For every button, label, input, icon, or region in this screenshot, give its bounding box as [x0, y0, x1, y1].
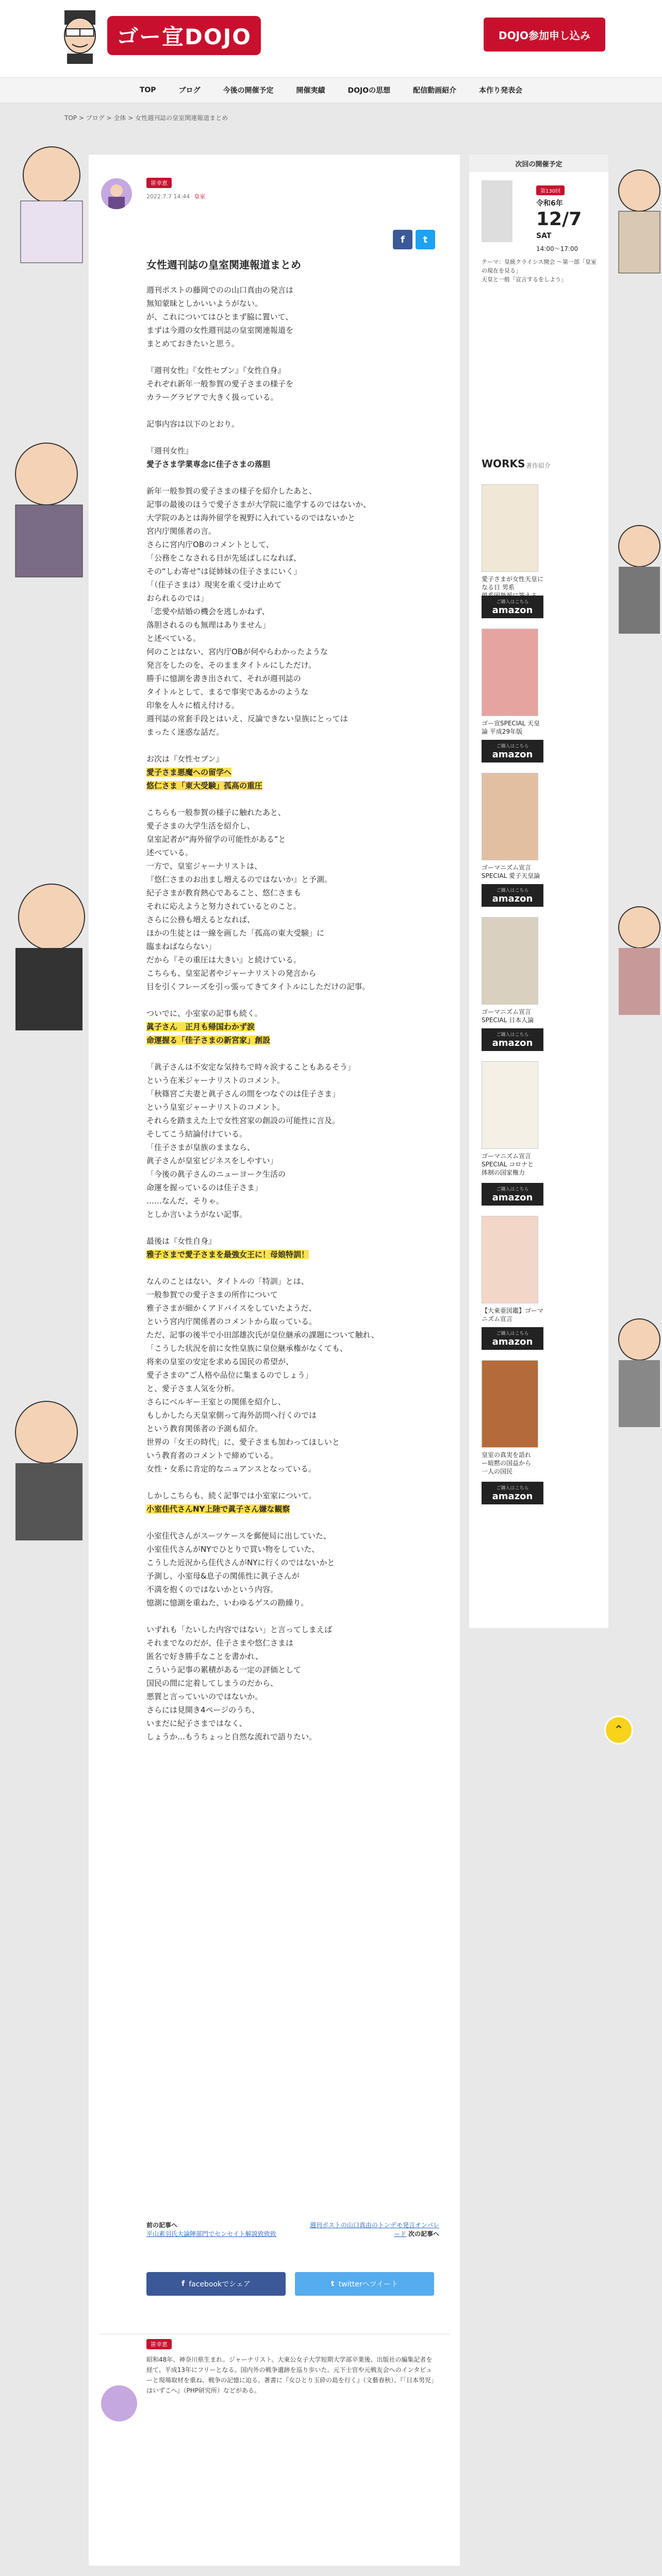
paragraph: いずれも「たいした内容ではない」と言ってしまえば それまでなのだが、佳子さまや悠仁さまは 匿名で好き勝手なことを書かれ、 こういう記事の累積がある一定の評価として 国民の間に定着してしまうのだから、 悪質と言っていいのではないか。 さらには見開き4ページのうち、 いまだに紀子さまではなく、 しょうか…もうちょっと自然な流れで語りたい。 [146, 1625, 333, 1741]
post-category[interactable]: 皇室 [194, 193, 206, 200]
sidebar [469, 155, 608, 1628]
site-logo[interactable] [57, 7, 261, 64]
amazon-sub: ご購入はこちら [496, 1187, 529, 1192]
book-title[interactable]: 【大東亜図鑑】ゴーマニズム宣言 [482, 1307, 544, 1323]
paragraph: こちらも一般参賀の様子に触れたあと、 愛子さまの大学生活を紹介し、 皇室記者が“海外留学の可能性がある”と 述べている。 一方で、皇室ジャーナリストは、 『悠仁さまのお出まし増えるのではないか』と予測。 紀子さまが教育熱心であること、悠仁さまも それに応えようと努力されているとのこと。 さらに公務も増えるとなれば、 ほかの生徒とは一線を画した「孤高の東大受験」に 臨まねばならない」 だから『その重圧は大きい』と続けている。 こちらも、皇室記者やジャーナリストの発言から 目を引くフレーズを引っ張ってきてタイトルにしただけの記事。 [146, 808, 370, 991]
works-heading: WORKS [482, 457, 525, 470]
paragraph: 新年一般参賀の愛子さまの様子を紹介したあと、 記事の最後のほうで愛子さまが大学院に進学するのではないか、 大学院のあとは海外留学を視野に入れているのではないかと 宮内庁関係者の言。 さらに宮内庁OBのコメントとして、 「公務をこなされる日が先延ばしになれば、 その“しわ寄せ”は従姉妹の佳子さまにいく」 「（佳子さまは）現実を重く受け止めて おられるのでは」 「恋愛や結婚の機会を逃しかねず、 落胆されるのも無理はありません」 と述べている。 何のことはない、宮内庁OBが何やらわかったような 発言をしたのを、そのままタイトルにしただけ。 勝手に憶測を書き出されて、それが週刊誌の タイトルとして、まるで事実であるかのような 印象を人々に植え付ける。 週刊誌の常套手段とはいえ、反論できない皇族にとっては まったく迷惑な話だ。 [146, 486, 371, 737]
amazon-button[interactable] [482, 740, 543, 762]
subhead: 愛子さま学業専念に佳子さまの落胆 [146, 460, 271, 469]
book-title[interactable]: 皇室の真実を語れ ー暗黙の国益から 一人の国民 [482, 1451, 532, 1475]
book-cover[interactable] [482, 1216, 538, 1303]
book-title[interactable]: ゴーマニズム宣言 SPECIAL コロナと 体制の国家権力 [482, 1153, 534, 1176]
book-title[interactable]: 愛子さまが女性天皇になる日 男系 [482, 575, 544, 591]
book-title[interactable]: ゴーマニズム宣言 SPECIAL 愛子天皇論 [482, 864, 540, 879]
next-label: 次の記事へ [408, 2230, 439, 2238]
post-title: 女性週刊誌の皇室関連報道まとめ [146, 259, 301, 271]
amazon-label: amazon [492, 1192, 533, 1203]
paragraph: 週刊ポストの藤岡でのの山口真由の発言は 無知蒙昧としかいいようがない。 が、これについてはひとまず脇に置いて、 まずは今週の女性週刊誌の皇室関連報道を まとめておきたいと思う。 [146, 285, 294, 348]
author-bio: 昭和48年、神奈川県生まれ。ジャーナリスト。大東公女子大学短期大学部卒業後、出版社の編集記者を経て、平成13年にフリーとなる。国内外の戦争遺跡を巡り歩いた。元下士官や元戦友会へのインタビューと現場取材を重ね、戦争の記憶に迫る。著書に『女ひとり玉砕の島を行く』（文藝春秋）、『「日本男児」はいずこへ』（PHP研究所）などがある。 [146, 2356, 435, 2394]
book-cover[interactable] [482, 484, 538, 572]
breadcrumb[interactable]: TOP > ブログ > 全体 > 女性週刊誌の皇室関連報道まとめ [64, 114, 228, 122]
book-cover[interactable] [482, 917, 538, 1005]
amazon-label: amazon [492, 893, 533, 904]
amazon-sub: ご購入はこちら [496, 744, 529, 749]
twitter-icon: t [330, 2280, 335, 2288]
event-day: SAT [536, 232, 552, 240]
amazon-label: amazon [492, 749, 533, 760]
facebook-share-label: facebookでシェア [189, 2280, 251, 2289]
amazon-sub: ご購入はこちら [496, 888, 529, 893]
facebook-share-button[interactable] [146, 2272, 286, 2296]
subhead: 小室佳代さんNY上陸で眞子さん嫌な観察 [146, 1504, 290, 1514]
nav-item-videos[interactable]: 配信動画紹介 [413, 87, 457, 95]
event-illustration [482, 180, 512, 242]
book-cover[interactable] [482, 773, 538, 860]
facebook-icon: f [181, 2280, 185, 2288]
author-bio-tag[interactable]: 笹幸恵 [146, 2339, 172, 2349]
post-meta [146, 177, 205, 200]
twitter-share-label: twitterへツイート [338, 2280, 399, 2289]
left-caricatures [5, 144, 88, 1947]
chevron-up-icon: ⌃ [613, 1723, 624, 1737]
book-title[interactable]: ゴー宣SPECIAL 天皇論 平成29年版 [482, 720, 540, 735]
subhead: 眞子さん 正月も帰国わかず涙 命運握る「佳子さまの新宮家」創設 [146, 1022, 271, 1045]
book-cover[interactable] [482, 629, 538, 716]
paragraph: お次は『女性セブン』 [146, 754, 224, 764]
event-time: 14:00〜17:00 [536, 245, 578, 252]
post-date: 2022.7.7 14:44 [146, 193, 190, 200]
event-theme[interactable]: テーマ：皇統クライシス開会 〜第一部「皇室の現在を見る」 天皇と一般「宣言するをしよう」 [482, 259, 597, 283]
amazon-label: amazon [492, 605, 533, 616]
next-event-heading: 次回の開催予定 [469, 155, 608, 172]
author-tag[interactable]: 笹幸恵 [146, 178, 172, 188]
subhead: 愛子さま悪魔への留学へ 悠仁さま「東大受験」孤高の重圧 [146, 768, 263, 790]
twitter-share-button[interactable] [295, 2272, 434, 2296]
works-subheading: 著作紹介 [526, 462, 551, 469]
author-avatar-large[interactable] [101, 2385, 137, 2421]
amazon-label: amazon [492, 1038, 533, 1048]
amazon-button[interactable] [482, 1028, 543, 1051]
next-post-link[interactable] [305, 2221, 439, 2238]
paragraph: 『週刊女性』『女性セブン』『女性自身』 それぞれ新年一般参賀の愛子さまの様子を カラーグラビアで大きく扱っている。 [146, 366, 294, 402]
paragraph: 最後は『女性自身』 [146, 1236, 217, 1246]
author-avatar[interactable] [101, 178, 132, 209]
scroll-top-button[interactable] [604, 1716, 633, 1744]
paragraph: ついでに、小室家の記事も続く。 [146, 1009, 262, 1018]
amazon-label: amazon [492, 1491, 533, 1502]
paragraph: 記事内容は以下のとおり。 [146, 419, 240, 429]
paragraph: 「眞子さんは不安定な気持ちで時々涙することもあるそう」 という在米ジャーナリストのコメント。 「秋篠宮ご夫妻と眞子さんの間をつなぐのは佳子さま」 という皇室ジャーナリストのコメント。 それらを踏まえた上で女性宮家の創設の可能性に言及。 そしてこう結論付けている。 「佳子さまが皇族のままなら、 眞子さんが皇室ビジネスをしやすい」 「今後の眞子さんのニューヨーク生活の 命運を握っているのは佳子さま」 ……なんだ、そりゃ。 としか言いようがない記事。 [146, 1062, 355, 1219]
nav-item-top[interactable]: TOP [139, 86, 156, 94]
nav-item-schedule[interactable]: 今後の開催予定 [223, 87, 274, 95]
logo-text: ゴー宣DOJO [107, 16, 261, 55]
book-cover[interactable] [482, 1360, 538, 1448]
nav-item-philosophy[interactable]: DOJOの思想 [347, 87, 391, 95]
paragraph: 『週刊女性』 [146, 446, 193, 455]
prev-label: 前の記事へ [146, 2222, 178, 2229]
event-date: 12/7 [536, 209, 582, 230]
twitter-icon[interactable]: t [416, 230, 435, 249]
paragraph: しかしこちらも、続く記事では小室家について。 [146, 1491, 317, 1500]
nav-item-books[interactable]: 本作り発表会 [479, 87, 523, 95]
post-body [146, 283, 435, 1757]
book-title[interactable]: ゴーマニズム宣言 SPECIAL 日本人論 [482, 1008, 534, 1024]
site-header [0, 0, 662, 77]
paragraph: 小室佳代さんがスーツケースを郵便局に出していた、 小室佳代さんがNYでひとりで買い物をしていた、 こうした近況から佳代さんがNYに行くのではないかと 予測し、小室母&息子の関係性に眞子さんが 不満を抱くのではないかという内容。 憶測に憶測を重ねた、いわゆるゲスの勘繰り。 [146, 1531, 335, 1607]
join-button[interactable]: DOJO参加申し込み [484, 18, 605, 52]
event-badge: 第130回 [536, 185, 565, 195]
article-card [89, 155, 460, 2566]
amazon-sub: ご購入はこちら [496, 1486, 529, 1491]
right-caricatures [614, 155, 662, 1752]
amazon-sub: ご購入はこちら [496, 600, 529, 605]
facebook-icon[interactable]: f [393, 230, 412, 249]
next-title[interactable]: 週刊ポストの山口真由のトンデモ発言オンパレード [309, 2222, 439, 2238]
book-cover[interactable] [482, 1061, 538, 1149]
subhead: 雅子さまで愛子さまを最強女王に！母娘特訓！ [146, 1250, 309, 1259]
main-nav [0, 77, 662, 103]
paragraph: なんのことはない、タイトルの「特訓」とは、 一般参賀での愛子さまの所作について 雅子さまが細かくアドバイスをしていたようだ、 という宮内庁関係者のコメントから取っている。 ただ、記事の後半で小田部雄次氏が皇位継承の課題について触れ、 「こうした状況を前に女性皇族に皇位継承権がなくても、 将来の皇室の安定を求める国民の希望が、 愛子さまの“ご人格や品位に集まるのでしょう」 と、愛子さま人気を分析。 さらにベルギー王室との関係を紹介し、 もしかしたら天皇家側って海外訪問へ行くのでは という教育関係者の予測も紹介。 世界の「女王の時代」に、愛子さまも加わってほしいと いう教育者のコメントで締めている。 女性・女系に肯定的なニュアンスとなっている。 [146, 1277, 379, 1473]
amazon-button[interactable] [482, 884, 543, 907]
amazon-sub: ご購入はこちら [496, 1331, 529, 1336]
amazon-label: amazon [492, 1336, 533, 1347]
prev-post-link[interactable] [146, 2221, 280, 2238]
mascot-icon [57, 7, 103, 64]
nav-item-results[interactable]: 開催実績 [296, 87, 325, 95]
prev-title[interactable]: 平山素羽氏大論陣部門でセンセイト解説致致致 [146, 2230, 276, 2238]
amazon-button[interactable] [482, 596, 543, 618]
event-year: 令和6年 [536, 199, 563, 208]
amazon-sub: ご購入はこちら [496, 1032, 529, 1038]
nav-item-blog[interactable]: ブログ [178, 87, 201, 95]
amazon-button[interactable] [482, 1183, 543, 1206]
amazon-button[interactable] [482, 1482, 543, 1504]
amazon-button[interactable] [482, 1327, 543, 1350]
